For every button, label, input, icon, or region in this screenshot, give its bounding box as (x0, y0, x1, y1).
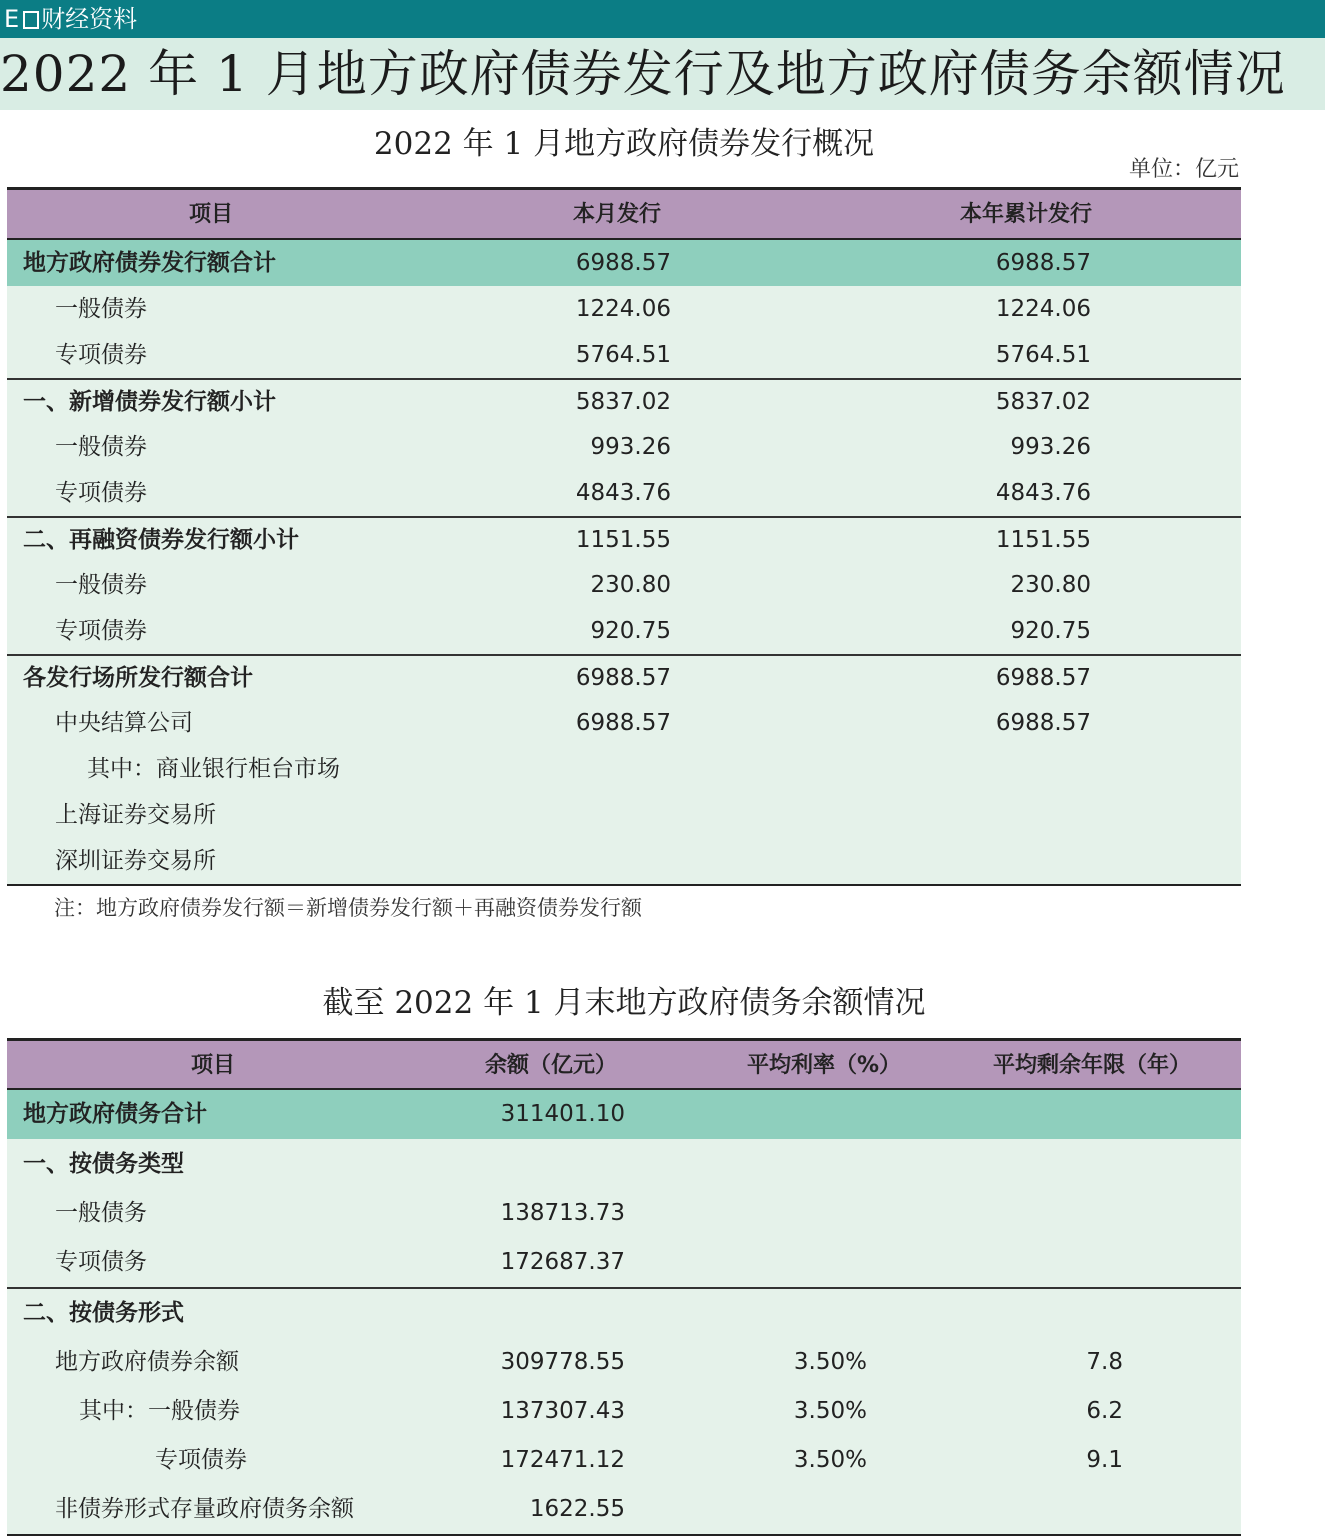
row-years-value: 9.1 (1086, 1447, 1123, 1473)
section-letter: E (4, 5, 20, 33)
issuance-table (7, 187, 1241, 886)
table-row (7, 240, 1241, 286)
table-row (7, 562, 1241, 608)
row-label: 专项债务 (55, 1249, 147, 1275)
row-month-value: 6988.57 (575, 665, 671, 691)
row-label: 深圳证券交易所 (55, 848, 216, 874)
column-header-ytd: 本年累计发行 (960, 202, 1093, 227)
balance-table (7, 1038, 1241, 1536)
row-label: 其中：商业银行柜台市场 (87, 756, 340, 782)
row-month-value: 1151.55 (575, 527, 671, 553)
row-rate-value: 3.50% (793, 1398, 867, 1424)
row-label: 非债券形式存量政府债务余额 (55, 1496, 354, 1522)
row-label: 地方政府债务合计 (23, 1101, 207, 1127)
table-row (7, 1090, 1241, 1139)
table-body (7, 1090, 1241, 1536)
table-row (7, 838, 1241, 884)
table-header (7, 187, 1241, 240)
row-label: 一般债券 (55, 296, 147, 322)
table-row (7, 516, 1241, 562)
table-row (7, 1436, 1241, 1485)
row-month-value: 5764.51 (575, 342, 671, 368)
column-header-item: 项目 (191, 1053, 236, 1078)
table-row (7, 1387, 1241, 1436)
row-ytd-value: 6988.57 (995, 710, 1091, 736)
row-label: 一般债券 (55, 572, 147, 598)
row-label: 一般债务 (55, 1200, 147, 1226)
page-title: 2022 年 1 月地方政府债券发行及地方政府债务余额情况 (0, 45, 1286, 103)
row-label: 一、新增债券发行额小计 (23, 389, 276, 415)
row-label: 各发行场所发行额合计 (23, 665, 253, 691)
row-years-value: 7.8 (1086, 1349, 1123, 1375)
row-month-value: 230.80 (590, 572, 671, 598)
footnote: 注：地方政府债券发行额＝新增债券发行额＋再融资债券发行额 (54, 896, 642, 920)
row-month-value: 993.26 (590, 434, 671, 460)
row-label: 二、再融资债券发行额小计 (23, 527, 299, 553)
row-month-value: 920.75 (590, 618, 671, 644)
row-amount-value: 137307.43 (500, 1398, 625, 1424)
row-month-value: 6988.57 (575, 250, 671, 276)
section-name: 财经资料 (41, 5, 138, 33)
column-header-month: 本月发行 (573, 202, 662, 227)
row-ytd-value: 993.26 (1010, 434, 1091, 460)
row-ytd-value: 1151.55 (995, 527, 1091, 553)
row-amount-value: 138713.73 (500, 1200, 625, 1226)
column-header-rate: 平均利率（%） (747, 1053, 902, 1078)
table-row (7, 608, 1241, 654)
row-ytd-value: 4843.76 (995, 480, 1091, 506)
row-amount-value: 1622.55 (529, 1496, 625, 1522)
balance-table-title: 截至 2022 年 1 月末地方政府债务余额情况 (322, 985, 926, 1021)
table-row (7, 700, 1241, 746)
row-label: 一般债券 (55, 434, 147, 460)
unit-label: 单位：亿元 (1128, 157, 1239, 182)
row-label: 专项债券 (55, 480, 147, 506)
column-header-amount: 余额（亿元） (485, 1053, 618, 1078)
row-month-value: 6988.57 (575, 710, 671, 736)
row-label: 专项债券 (55, 342, 147, 368)
table-header (7, 1038, 1241, 1090)
table-row (7, 746, 1241, 792)
row-label: 地方政府债券余额 (55, 1349, 239, 1375)
table-row (7, 1139, 1241, 1189)
row-label: 其中：一般债券 (79, 1398, 240, 1424)
table-row (7, 1189, 1241, 1238)
section-tag (4, 2, 137, 36)
table-row (7, 424, 1241, 470)
table-body (7, 240, 1241, 886)
row-month-value: 1224.06 (575, 296, 671, 322)
row-rate-value: 3.50% (793, 1349, 867, 1375)
row-ytd-value: 5837.02 (995, 389, 1091, 415)
row-ytd-value: 6988.57 (995, 250, 1091, 276)
row-label: 专项债券 (55, 618, 147, 644)
row-label: 中央结算公司 (55, 710, 193, 736)
row-ytd-value: 920.75 (1010, 618, 1091, 644)
table-row (7, 1485, 1241, 1534)
column-header-years: 平均剩余年限（年） (993, 1053, 1192, 1078)
row-ytd-value: 1224.06 (995, 296, 1091, 322)
column-header-item: 项目 (189, 202, 234, 227)
table-row (7, 378, 1241, 424)
row-label: 地方政府债券发行额合计 (23, 250, 276, 276)
table-row (7, 1238, 1241, 1287)
row-ytd-value: 6988.57 (995, 665, 1091, 691)
table-row (7, 792, 1241, 838)
row-label: 二、按债务形式 (23, 1300, 184, 1326)
row-month-value: 5837.02 (575, 389, 671, 415)
square-icon (23, 11, 39, 29)
row-label: 专项债券 (155, 1447, 247, 1473)
row-amount-value: 311401.10 (500, 1101, 625, 1127)
table-row (7, 286, 1241, 332)
row-ytd-value: 5764.51 (995, 342, 1091, 368)
table-row (7, 1287, 1241, 1337)
table-row (7, 1337, 1241, 1387)
table-row (7, 470, 1241, 516)
row-month-value: 4843.76 (575, 480, 671, 506)
row-label: 一、按债务类型 (23, 1151, 184, 1177)
table-row (7, 332, 1241, 378)
row-rate-value: 3.50% (793, 1447, 867, 1473)
section-header-bar (0, 0, 1325, 38)
row-label: 上海证券交易所 (55, 802, 216, 828)
table-row (7, 654, 1241, 700)
row-ytd-value: 230.80 (1010, 572, 1091, 598)
row-amount-value: 309778.55 (500, 1349, 625, 1375)
row-years-value: 6.2 (1086, 1398, 1123, 1424)
row-amount-value: 172471.12 (500, 1447, 625, 1473)
row-amount-value: 172687.37 (500, 1249, 625, 1275)
issuance-table-title: 2022 年 1 月地方政府债券发行概况 (373, 126, 875, 162)
